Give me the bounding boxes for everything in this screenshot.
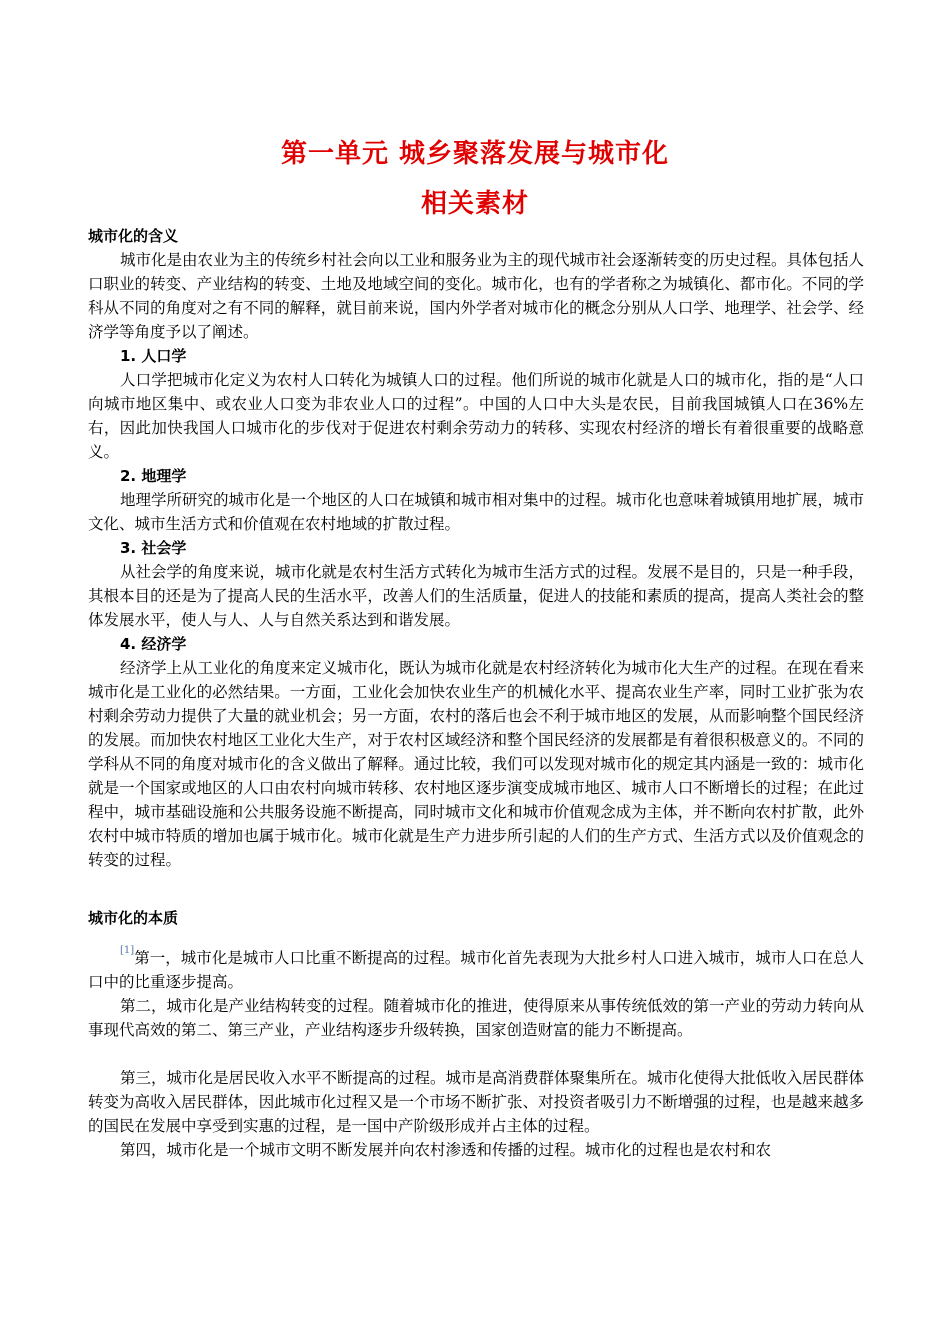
paragraph-essence-3: 第三，城市化是居民收入水平不断提高的过程。城市是高消费群体聚集所在。城市化使得大批低收入居民群体转变为高收入居民群体，因此城市化过程又是一个市场不断扩张、对投资者吸引力不断增强的过程，也是越来越多的国民在发展中享受到实惠的过程，是一国中产阶级形成并占主体的过程。 bbox=[88, 1069, 865, 1135]
paragraph-demography: 人口学把城市化定义为农村人口转化为城镇人口的过程。他们所说的城市化就是人口的城市化，指的是“人口向城市地区集中、或农业人口变为非农业人口的过程”。中国的人口中大头是农民，目前我国城镇人口在36%左右，因此加快我国人口城市化的步伐对于促进农村剩余劳动力的转移、实现农村经济的增长有着很重要的战略意义。 bbox=[88, 371, 864, 461]
subheading-demography: 1. 人口学 bbox=[120, 347, 187, 365]
document-body bbox=[88, 224, 864, 1162]
paragraph-geography: 地理学所研究的城市化是一个地区的人口在城镇和城市相对集中的过程。城市化也意味着城镇用地扩展，城市文化、城市生活方式和价值观在农村地域的扩散过程。 bbox=[88, 491, 865, 533]
paragraph-economics: 经济学上从工业化的角度来定义城市化，既认为城市化就是农村经济转化为城市化大生产的过程。在现在看来城市化是工业化的必然结果。一方面，工业化会加快农业生产的机械化水平、提高农业生产率，同时工业扩张为农村剩余劳动力提供了大量的就业机会；另一方面，农村的落后也会不利于城市地区的发展，从而影响整个国民经济的发展。而加快农村地区工业化大生产，对于农村区域经济和整个国民经济的发展都是有着很积极意义的。不同的学科从不同的角度对城市化的含义做出了解释。通过比较，我们可以发现对城市化的规定其内涵是一致的：城市化就是一个国家或地区的人口由农村向城市转移、农村地区逐步演变成城市地区、城市人口不断增长的过程；在此过程中，城市基础设施和公共服务设施不断提高，同时城市文化和城市价值观念成为主体，并不断向农村扩散，此外农村中城市特质的增加也属于城市化。城市化就是生产力进步所引起的人们的生产方式、生活方式以及价值观念的转变的过程。 bbox=[88, 659, 865, 869]
document-title: 第一单元 城乡聚落发展与城市化 bbox=[280, 139, 670, 169]
paragraph-intro: 城市化是由农业为主的传统乡村社会向以工业和服务业为主的现代城市社会逐渐转变的历史过程。具体包括人口职业的转变、产业结构的转变、土地及地域空间的变化。城市化，也有的学者称之为城镇化、都市化。不同的学科从不同的角度对之有不同的解释，就目前来说，国内外学者对城市化的概念分别从人口学、地理学、社会学、经济学等角度予以了阐述。 bbox=[88, 251, 865, 341]
section-heading-meaning: 城市化的含义 bbox=[88, 227, 179, 245]
paragraph-essence-4: 第四，城市化是一个城市文明不断发展并向农村渗透和传播的过程。城市化的过程也是农村和农 bbox=[120, 1141, 772, 1159]
footnote-marker[interactable]: [1] bbox=[120, 945, 135, 956]
document-subtitle: 相关素材 bbox=[420, 189, 529, 219]
subheading-economics: 4. 经济学 bbox=[120, 635, 187, 653]
paragraph-sociology: 从社会学的角度来说，城市化就是农村生活方式转化为城市生活方式的过程。发展不是目的，只是一种手段，其根本目的还是为了提高人民的生活水平，改善人们的生活质量，促进人的技能和素质的提高，提高人类社会的整体发展水平，使人与人、人与自然关系达到和谐发展。 bbox=[88, 563, 865, 629]
subheading-geography: 2. 地理学 bbox=[120, 467, 187, 485]
paragraph-essence-1: [1]第一，城市化是城市人口比重不断提高的过程。城市化首先表现为大批乡村人口进入城市，城市人口在总人口中的比重逐步提高。 bbox=[88, 945, 864, 991]
paragraph-essence-2: 第二，城市化是产业结构转变的过程。随着城市化的推进，使得原来从事传统低效的第一产业的劳动力转向从事现代高效的第二、第三产业，产业结构逐步升级转换，国家创造财富的能力不断提高。 bbox=[88, 997, 865, 1039]
subheading-sociology: 3. 社会学 bbox=[120, 539, 187, 557]
section-heading-essence: 城市化的本质 bbox=[88, 909, 179, 927]
